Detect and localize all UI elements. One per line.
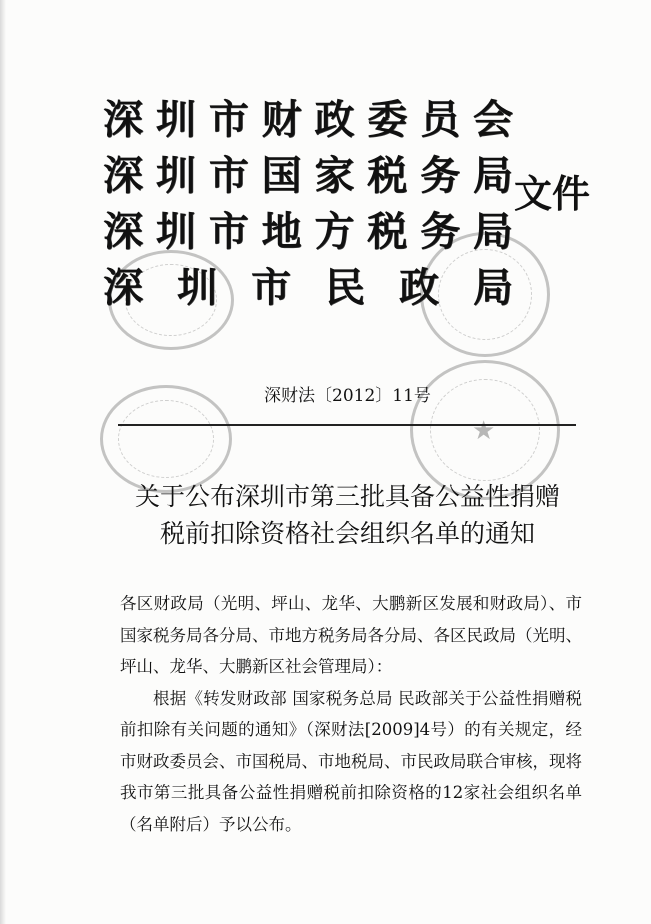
issuer-line: 深 圳 市 国 家 税 务 局 <box>103 153 513 199</box>
body-paragraph: 根据《转发财政部 国家税务总局 民政部关于公益性捐赠税前扣除有关问题的通知》（深财法[2009]4号）的有关规定，经市财政委员会、市国税局、市地税局、市民政局联合审核，现将我市第三批具备公益性捐赠税前扣除资格的12家社会组织名单（名单附后）予以公布。 <box>120 688 582 834</box>
title-line: 税前扣除资格社会组织名单的通知 <box>159 519 535 548</box>
scan-edge <box>0 0 6 924</box>
addressee-paragraph: 各区财政局（光明、坪山、龙华、大鹏新区发展和财政局）、市国家税务局各分局、市地方税务局各分局、各区民政局（光明、坪山、龙华、大鹏新区社会管理局）： <box>120 594 582 676</box>
document-number: 深财法〔2012〕11号 <box>264 386 431 406</box>
issuing-agencies <box>103 92 513 316</box>
document-type-label: 文件 <box>514 172 591 216</box>
issuer-line: 深 圳 市 财 政 委 员 会 <box>103 97 513 143</box>
issuer-line: 深 圳 市 地 方 税 务 局 <box>103 209 513 255</box>
title-line: 关于公布深圳市第三批具备公益性捐赠 <box>134 482 560 511</box>
issuer-line: 深 圳 市 民 政 局 <box>103 265 513 311</box>
document-title <box>120 478 575 552</box>
document-body <box>120 588 582 840</box>
header-divider <box>118 424 576 426</box>
seal-star-icon: ★ <box>472 416 496 446</box>
seal-middle-left <box>100 385 232 493</box>
